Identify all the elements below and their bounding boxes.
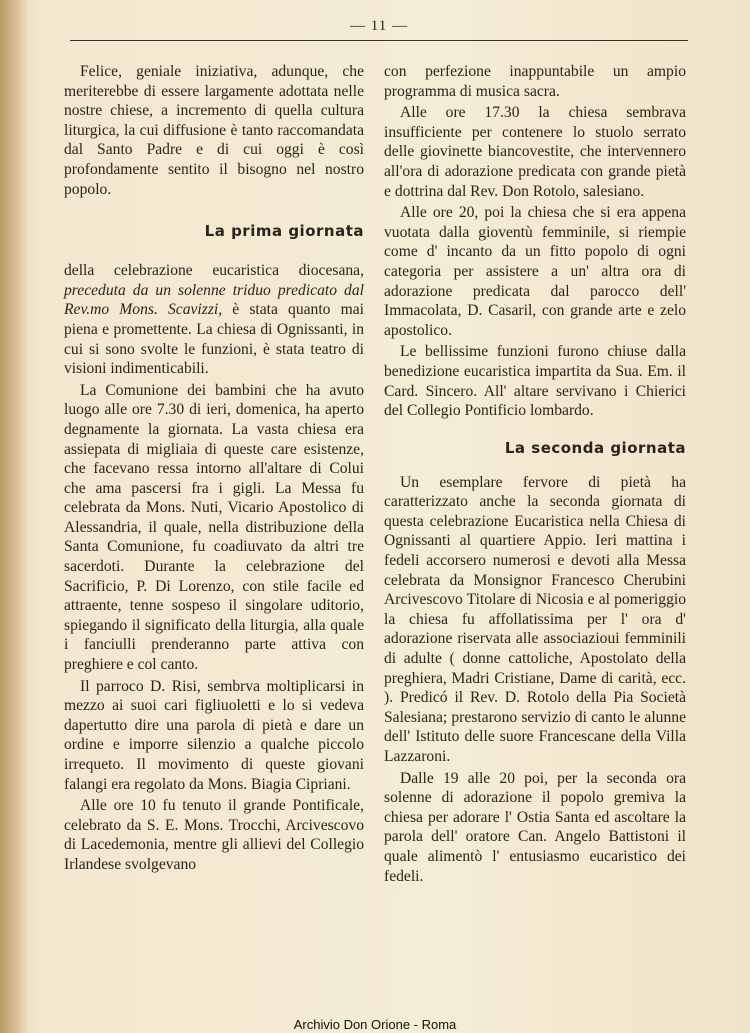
right-paragraph-1: con perfezione inappuntabile un ampio programma di musica sacra. [384, 63, 686, 100]
left-paragraph-1: Felice, geniale iniziativa, adunque, che meriterebbe di essere largamente adottata nelle nostre chiese, a incremento di quella cultura liturgica, la cui diffusione è tanto raccomandata dal Santo Padre e di cui oggi è così profondamente sentito il bisogno nel nostro popolo. [64, 63, 364, 198]
section-title-prima-giornata: La prima giornata [204, 222, 364, 241]
left-paragraph-2 [64, 261, 364, 379]
page-binding-shadow [0, 0, 28, 1033]
right-paragraph-4: Le bellissime funzioni furono chiuse dalla benedizione eucaristica impartita da Sua. Em. il Card. Sincero. All' altare servivano i Chierici del Collegio Pontificio lombardo. [384, 343, 686, 420]
page-number: — 11 — [350, 18, 408, 34]
left-paragraph-3: La Comunione dei bambini che ha avuto luogo alle ore 7.30 di ieri, domenica, ha aperto degnamente la giornata. La vasta chiesa era assiepata di migliaia di queste care esistenze, che facevano ressa intorno all'altare di Colui che ama pascersi fra i gigli. La Messa fu celebrata da Mons. Nuti, Vicario Apostolico di Alessandria, il quale, nella distribuzione della Santa Comunione, fu coadiuvato da altri tre sacerdoti. Durante la celebrazione del Sacrificio, P. Di Lorenzo, con stile facile ed attraente, tenne sospeso il singolare uditorio, spiegando il significato della liturgia, alla quale i fanciulli prenderanno parte attiva con preghiere e col canto. [64, 381, 364, 674]
right-paragraph-5: Un esemplare fervore di pietà ha caratterizzato anche la seconda giornata di questa celebrazione Eucaristica nella Chiesa di Ognissanti al quartiere Appio. Ieri mattina i fedeli accorsero numerosi e devoti alla Messa celebrata da Monsignor Francesco Cherubini Arcivescovo Titolare di Nicosia e al pomeriggio la chiesa fu affollatissima per l' ora d' adorazione riservata alle associazioui femminili di adulte ( donne cattoliche, Apostolato della preghiera, Madri Cristiane, Dame di carità, ecc. ). Predicó il Rev. D. Rotolo della Pia Società Salesiana; prestarono servizio di canto le alunne dell' Istituto delle suore Francescane della Villa Lazzaroni. [384, 473, 686, 765]
right-column [384, 62, 686, 888]
left-paragraph-2-end: è stata quanto mai piena e promettente. La chiesa di Ognissanti, in cui si sono svolte le funzioni, è stata teatro di visioni indimenticabili. [64, 301, 364, 378]
left-paragraph-2-start: della celebrazione eucaristica diocesana, [64, 262, 364, 280]
right-paragraph-2: Alle ore 17.30 la chiesa sembrava insufficiente per contenere lo stuolo serrato delle giovinette biancovestite, che intervennero all'ora di adorazione predicata con grande pietà e dottrina dal Rev. Don Rotolo, salesiano. [384, 104, 686, 200]
left-paragraph-4: Il parroco D. Risi, sembrva moltiplicarsi in mezzo ai suoi cari figliuoletti e lo si vedeva dapertutto dire una parola di pietà e dare un ordine e imporre silenzio a qualche piccolo irrequeto. Il movimento di queste giovani falangi era regolato da Mons. Biagia Cipriani. [64, 677, 364, 793]
header-rule [70, 40, 688, 41]
left-paragraph-2-italic: preceduta da un solenne triduo predicato dal Rev.mo Mons. Scavizzi, [64, 281, 364, 319]
right-paragraph-6: Dalle 19 alle 20 poi, per la seconda ora solenne di adorazione il popolo gremiva la chiesa per adorare l' Ostia Santa ed ascoltare la parola dell' oratore Can. Angelo Battistoni il quale alimentò l' entusiasmo eucaristico dei fedeli. [384, 769, 686, 885]
left-paragraph-5: Alle ore 10 fu tenuto il grande Pontificale, celebrato da S. E. Mons. Trocchi, Arcivescovo di Lacedemonia, mentre gli allievi del Collegio Irlandese svolgevano [64, 797, 364, 873]
right-paragraph-3: Alle ore 20, poi la chiesa che si era appena vuotata dalla gioventù femminile, si riempie come d' incanto da un fitto popolo di ogni categoria per assistere a un' altra ora di adorazione predicata dal parocco dell' Immacolata, D. Casaril, con grande arte e zelo apostolico. [384, 204, 686, 339]
left-column [64, 62, 364, 877]
archive-watermark: Archivio Don Orione - Roma [293, 1017, 457, 1032]
section-title-seconda-giornata: La seconda giornata [504, 438, 686, 457]
